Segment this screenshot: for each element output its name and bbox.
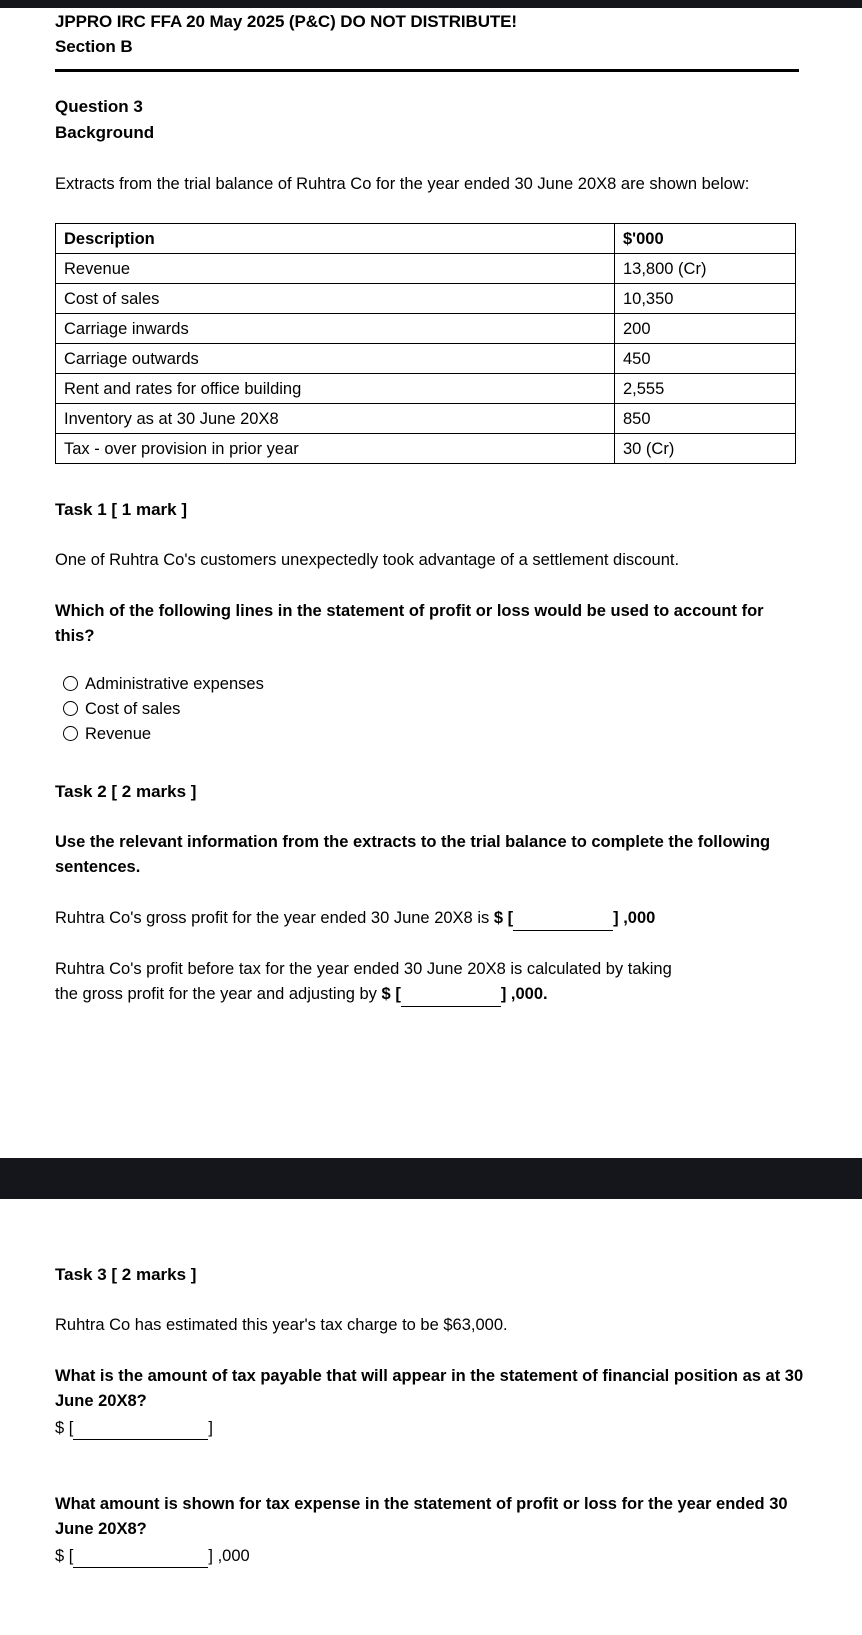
sentence2-currency: $ [381, 985, 391, 1003]
page-content-lower [0, 1263, 862, 1568]
answer-blank-profit-before-tax[interactable] [395, 982, 506, 1007]
sentence1-suffix: ,000 [623, 909, 656, 927]
cell-amount: 13,800 (Cr) [615, 254, 796, 284]
column-header-description: Description [56, 224, 615, 254]
question-number: Question 3 [55, 97, 143, 116]
task3-answer-1 [55, 1416, 807, 1440]
blank-underline[interactable] [513, 918, 613, 931]
cell-amount: 450 [615, 344, 796, 374]
task1-options [55, 671, 807, 746]
radio-option-cost-of-sales[interactable] [63, 696, 807, 721]
cell-amount: 10,350 [615, 284, 796, 314]
background-label: Background [55, 123, 155, 142]
bracket-close: ] [613, 909, 619, 927]
task3-scenario: Ruhtra Co has estimated this year's tax charge to be $63,000. [55, 1316, 508, 1334]
answer-blank-tax-payable[interactable] [69, 1416, 213, 1440]
option-label: Administrative expenses [85, 674, 264, 693]
answer1-currency: $ [55, 1419, 65, 1437]
bracket-open: [ [68, 1547, 74, 1565]
top-dark-strip [0, 0, 862, 8]
task1-heading: Task 1 [ 1 mark ] [55, 500, 187, 519]
task2-heading: Task 2 [ 2 marks ] [55, 782, 197, 801]
blank-underline[interactable] [401, 994, 501, 1007]
cell-description: Rent and rates for office building [56, 374, 615, 404]
table-row [56, 404, 796, 434]
header-title: JPPRO IRC FFA 20 May 2025 (P&C) DO NOT DISTRIBUTE! [55, 12, 517, 31]
cell-description: Tax - over provision in prior year [56, 434, 615, 464]
radio-circle-icon[interactable] [63, 701, 78, 716]
cell-description: Revenue [56, 254, 615, 284]
cell-description: Carriage outwards [56, 344, 615, 374]
document-page [0, 8, 862, 1007]
cell-description: Cost of sales [56, 284, 615, 314]
task3-heading: Task 3 [ 2 marks ] [55, 1265, 197, 1284]
page-break-dark-band [0, 1158, 862, 1199]
sentence1-prefix: Ruhtra Co's gross profit for the year ended 30 June 20X8 is [55, 909, 494, 927]
cell-description: Inventory as at 30 June 20X8 [56, 404, 615, 434]
option-label: Revenue [85, 724, 152, 743]
task2-sentence-1 [55, 906, 807, 931]
radio-circle-icon[interactable] [63, 726, 78, 741]
sentence2-prefix: the gross profit for the year and adjusting by [55, 985, 382, 1003]
table-row [56, 434, 796, 464]
task3-question-2: What amount is shown for tax expense in the statement of profit or loss for the year ended 30 June 20X8? [55, 1495, 788, 1538]
bracket-open: [ [507, 909, 514, 927]
sentence2-suffix: ,000. [510, 985, 548, 1003]
task2-instruction: Use the relevant information from the extracts to the trial balance to complete the following sentences. [55, 833, 771, 876]
cell-amount: 30 (Cr) [615, 434, 796, 464]
bracket-close: ] [208, 1419, 213, 1437]
answer2-currency: $ [55, 1547, 65, 1565]
column-header-amount: $'000 [615, 224, 796, 254]
task3-question-1: What is the amount of tax payable that will appear in the statement of financial position as at 30 June 20X8? [55, 1367, 804, 1410]
task2-sentence-2 [55, 957, 807, 1007]
cell-amount: 2,555 [615, 374, 796, 404]
trial-balance-table [55, 223, 796, 464]
table-row [56, 314, 796, 344]
page-content [0, 8, 862, 1007]
task1-scenario: One of Ruhtra Co's customers unexpectedly took advantage of a settlement discount. [55, 551, 680, 569]
radio-circle-icon[interactable] [63, 676, 78, 691]
bracket-close: ] [208, 1547, 213, 1565]
header-divider [55, 69, 799, 72]
table-row [56, 284, 796, 314]
cell-amount: 850 [615, 404, 796, 434]
blank-underline[interactable] [73, 1427, 208, 1440]
table-header-row [56, 224, 796, 254]
sentence2-line1: Ruhtra Co's profit before tax for the year ended 30 June 20X8 is calculated by taking [55, 960, 672, 978]
answer-blank-gross-profit[interactable] [508, 906, 619, 931]
table-row [56, 254, 796, 284]
cell-amount: 200 [615, 314, 796, 344]
table-row [56, 374, 796, 404]
option-label: Cost of sales [85, 699, 181, 718]
document-header [55, 8, 807, 59]
cell-description: Carriage inwards [56, 314, 615, 344]
task3-answer-2 [55, 1544, 807, 1568]
question-heading [55, 94, 807, 146]
sentence1-currency: $ [493, 909, 504, 927]
radio-option-administrative-expenses[interactable] [63, 671, 807, 696]
table-row [56, 344, 796, 374]
answer-blank-tax-expense[interactable] [69, 1544, 213, 1568]
intro-paragraph: Extracts from the trial balance of Ruhtra Co for the year ended 30 June 20X8 are shown below: [55, 175, 750, 193]
answer2-suffix: ,000 [217, 1547, 250, 1565]
radio-option-revenue[interactable] [63, 721, 807, 746]
bracket-open: [ [395, 985, 401, 1003]
task1-question: Which of the following lines in the statement of profit or loss would be used to account for this? [55, 602, 764, 645]
bracket-open: [ [68, 1419, 74, 1437]
bracket-close: ] [500, 985, 507, 1003]
blank-underline[interactable] [73, 1555, 208, 1568]
document-page-lower [0, 1199, 862, 1568]
section-label: Section B [55, 37, 133, 56]
